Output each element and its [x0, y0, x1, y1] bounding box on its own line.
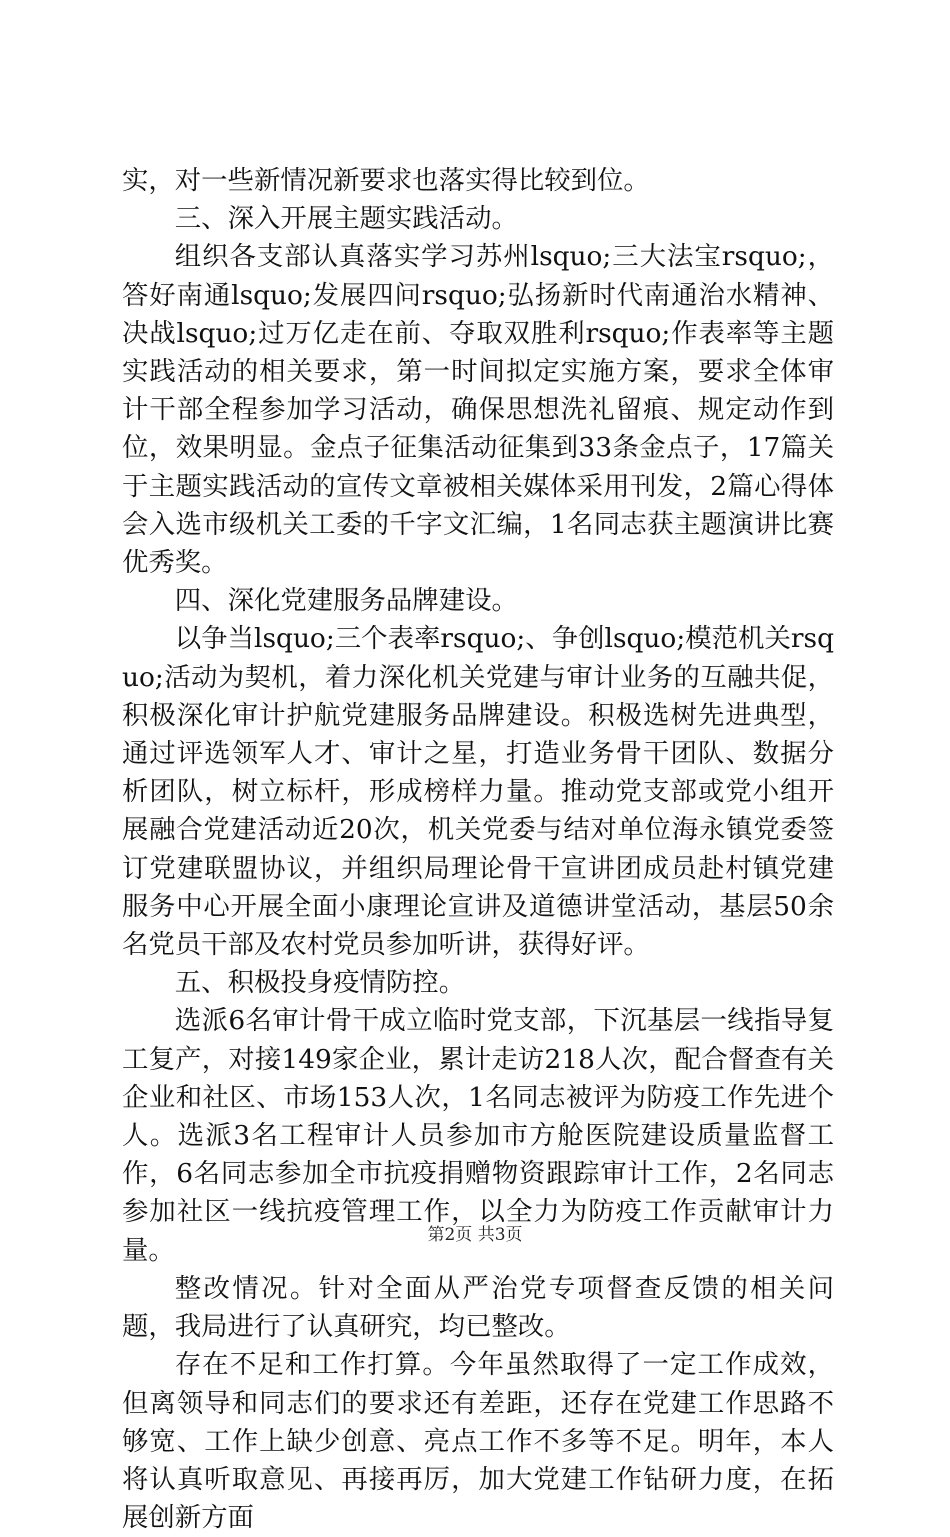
- section-heading-4: 四、深化党建服务品牌建设。: [174, 585, 518, 617]
- document-body: [122, 162, 834, 1537]
- paragraph-shortcomings-plans: 存在不足和工作打算。今年虽然取得了一定工作成效，但离领导和同志们的要求还有差距，还存在党建工作思路不够宽、工作上缺少创意、亮点工作不多等不足。明年，本人将认真听取意见、再接再厉，加大党建工作钻研力度，在拓展创新方面: [122, 1349, 834, 1534]
- paragraph-brand-building: 以争当lsquo;三个表率rsquo;、争创lsquo;模范机关rsquo;活动为契机，着力深化机关党建与审计业务的互融共促，积极深化审计护航党建服务品牌建设。积极选树先进典型，通过评选领军人才、审计之星，打造业务骨干团队、数据分析团队，树立标杆，形成榜样力量。推动党支部或党小组开展融合党建活动近20次，机关党委与结对单位海永镇党委签订党建联盟协议，并组织局理论骨干宣讲团成员赴村镇党建服务中心开展全面小康理论宣讲及道德讲堂活动，基层50余名党员干部及农村党员参加听讲，获得好评。: [122, 623, 834, 961]
- paragraph-rectification: 整改情况。针对全面从严治党专项督查反馈的相关问题，我局进行了认真研究，均已整改。: [122, 1272, 834, 1343]
- paragraph-epidemic-prevention: 选派6名审计骨干成立临时党支部，下沉基层一线指导复工复产，对接149家企业，累计走访218人次，配合督查有关企业和社区、市场153人次，1名同志被评为防疫工作先进个人。选派3名工程审计人员参加市方舱医院建设质量监督工作，6名同志参加全市抗疫捐赠物资跟踪审计工作，2名同志参加社区一线抗疫管理工作，以全力为防疫工作贡献审计力量。: [122, 1005, 834, 1266]
- section-heading-3: 三、深入开展主题实践活动。: [174, 203, 518, 235]
- paragraph-practice-activities: 组织各支部认真落实学习苏州lsquo;三大法宝rsquo;，答好南通lsquo;发展四问rsquo;弘扬新时代南通治水精神、决战lsquo;过万亿走在前、夺取双胜利rsquo;作表率等主题实践活动的相关要求，第一时间拟定实施方案，要求全体审计干部全程参加学习活动，确保思想洗礼留痕、规定动作到位，效果明显。金点子征集活动征集到33条金点子，17篇关于主题实践活动的宣传文章被相关媒体采用刊发，2篇心得体会入选市级机关工委的千字文汇编，1名同志获主题演讲比赛优秀奖。: [122, 241, 834, 579]
- section-heading-5: 五、积极投身疫情防控。: [174, 967, 466, 999]
- page-number-footer: 第2页 共3页: [427, 1225, 523, 1245]
- paragraph-continuation: 实，对一些新情况新要求也落实得比较到位。: [122, 165, 650, 196]
